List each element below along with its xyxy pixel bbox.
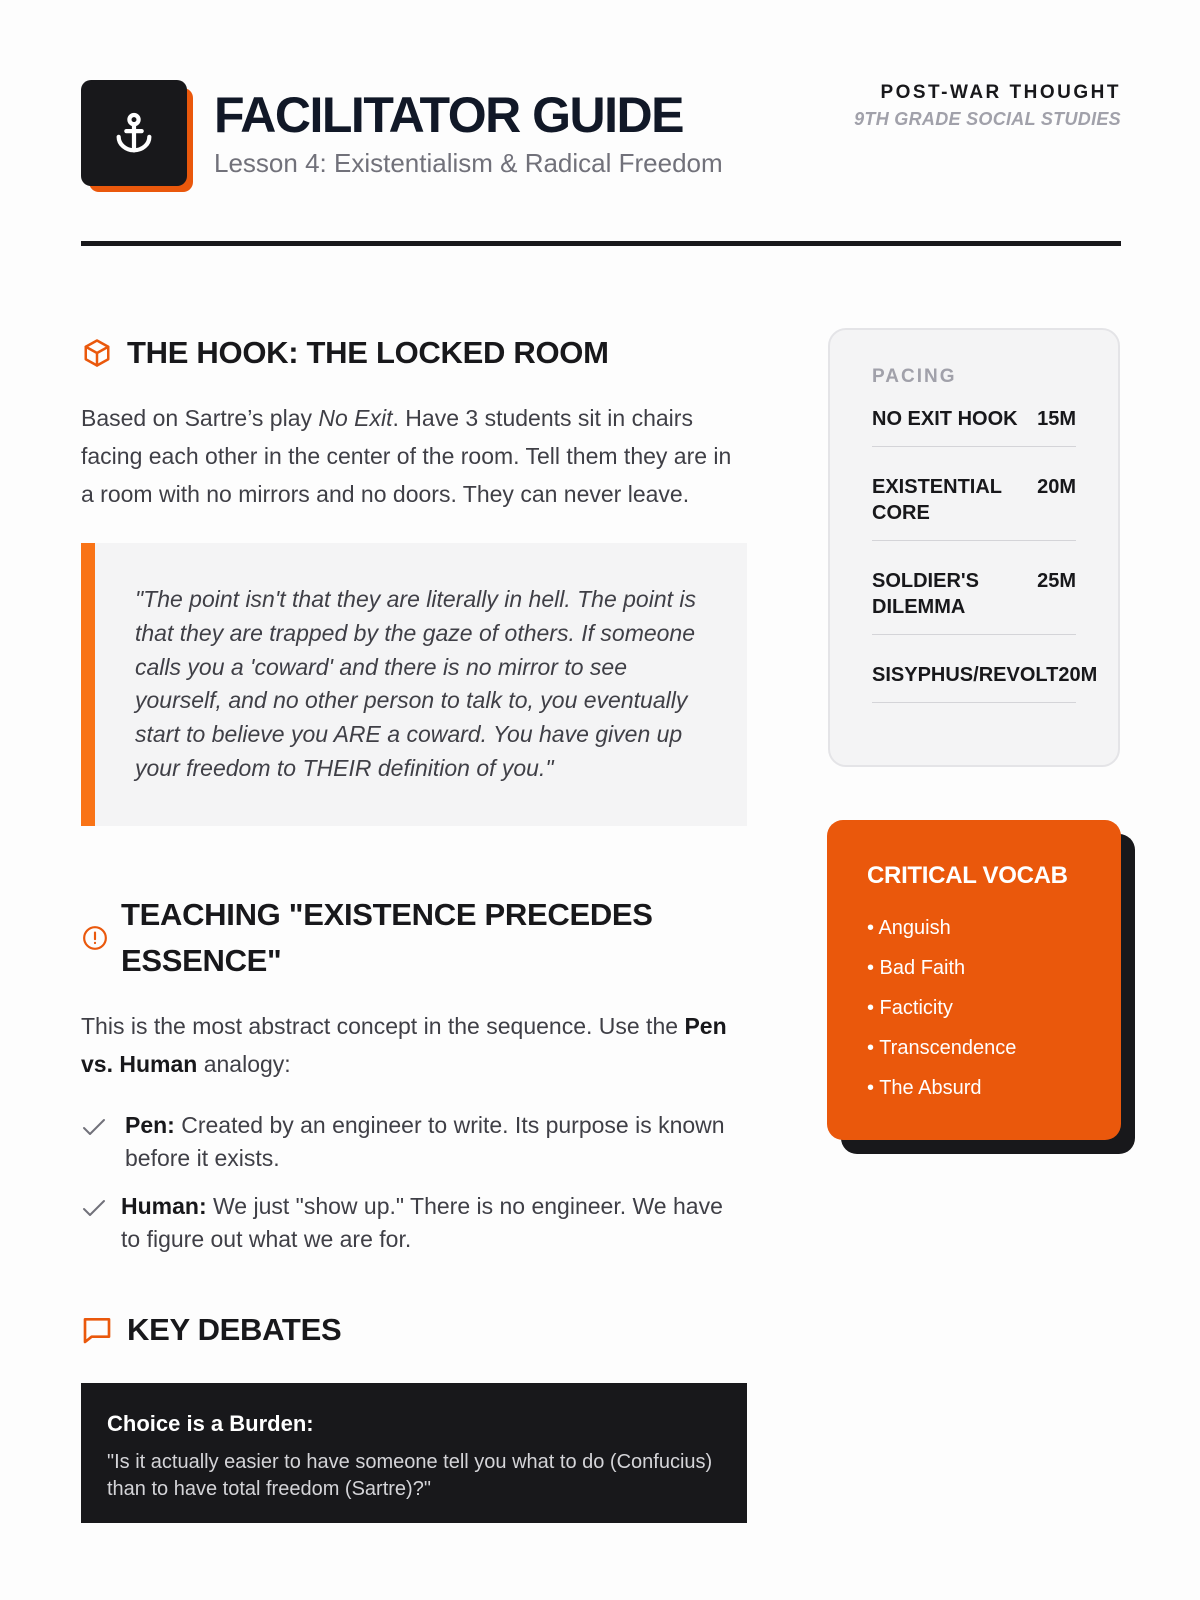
analogy-list [81, 1109, 747, 1256]
chat-bubble-icon [81, 1314, 113, 1346]
vocab-card [827, 820, 1135, 1156]
hook-text-end: . Have 3 students sit in chairs facing each other in the center of the room. Tell them they are in a room with no mirrors and no doors. They can never leave. [81, 404, 732, 507]
item-text: We just "show up." There is no engineer. We have to figure out what we are for. [121, 1192, 723, 1253]
vocab-item: • Transcendence [867, 1037, 1017, 1059]
check-icon [81, 1109, 111, 1176]
pacing-row [872, 447, 1076, 541]
pacing-activity: NO EXIT HOOK [872, 408, 1018, 430]
pacing-row [872, 541, 1076, 635]
vocab-item: • Bad Faith [867, 957, 966, 979]
alert-circle-icon [81, 922, 109, 954]
intro-end: analogy: [197, 1050, 291, 1077]
list-item [81, 1109, 747, 1176]
check-icon [81, 1190, 107, 1257]
vocab-item: • Facticity [867, 997, 953, 1019]
pacing-label: PACING [872, 366, 957, 387]
item-label: Pen: [125, 1112, 175, 1139]
debate-text: "Is it actually easier to have someone tell you what to do (Confucius) than to have total freedom (Sartre)?" [107, 1451, 713, 1501]
hook-section [81, 330, 747, 826]
pacing-activity: SOLDIER'S DILEMMA [872, 569, 979, 619]
item-text: Created by an engineer to write. Its purpose is known before it exists. [125, 1112, 725, 1172]
item-label: Human: [121, 1192, 207, 1219]
lesson-subtitle: Lesson 4: Existentialism & Radical Freedom [214, 148, 723, 178]
vocab-list [867, 908, 1081, 1108]
hook-quote: "The point isn't that they are literally in hell. The point is that they are trapped by the gaze of others. If someone calls you a 'coward' and there is no mirror to see yourself, and no other person to talk to, you eventually start to believe you ARE a coward. You have given up your freedom to THEIR definition of you." [81, 543, 747, 826]
intro-start: This is the most abstract concept in the sequence. Use the [81, 1012, 685, 1039]
teaching-intro [81, 1007, 747, 1083]
vocab-title: CRITICAL VOCAB [867, 862, 1068, 889]
logo [81, 80, 193, 194]
page-header [81, 80, 1121, 190]
pacing-time: 25M [1037, 569, 1076, 592]
teaching-section [81, 892, 747, 1257]
grade-level: 9TH GRADE SOCIAL STUDIES [854, 109, 1121, 129]
debates-heading: KEY DEBATES [127, 1311, 342, 1347]
play-title: No Exit [318, 404, 393, 431]
teaching-heading: TEACHING "EXISTENCE PRECEDES ESSENCE" [121, 896, 653, 979]
pacing-time: 20M [1037, 475, 1076, 498]
pacing-row [872, 635, 1098, 703]
intro-bold: Pen vs. Human [81, 1012, 727, 1077]
pacing-activity: EXISTENTIAL CORE [872, 475, 1002, 525]
header-divider [81, 241, 1121, 246]
pacing-time: 15M [1037, 408, 1076, 430]
pacing-row [872, 406, 1076, 447]
page-title: FACILITATOR GUIDE [214, 87, 683, 143]
list-item [81, 1190, 747, 1257]
course-name: POST-WAR THOUGHT [880, 82, 1121, 103]
pacing-time: 20M [1058, 663, 1098, 686]
debates-section [81, 1307, 747, 1524]
debate-title: Choice is a Burden: [107, 1411, 314, 1437]
pacing-activity: SISYPHUS/REVOLT [872, 663, 1059, 686]
vocab-item: • The Absurd [867, 1077, 982, 1099]
anchor-icon [111, 110, 157, 156]
pacing-card [828, 328, 1120, 767]
hook-text [81, 399, 747, 514]
course-info [854, 82, 1121, 130]
vocab-item: • Anguish [867, 917, 951, 939]
hook-heading: THE HOOK: THE LOCKED ROOM [127, 335, 609, 370]
main-content [81, 330, 747, 1523]
debate-card [81, 1383, 747, 1523]
hook-text-start: Based on Sartre’s play [81, 404, 319, 431]
cube-icon [81, 337, 113, 369]
